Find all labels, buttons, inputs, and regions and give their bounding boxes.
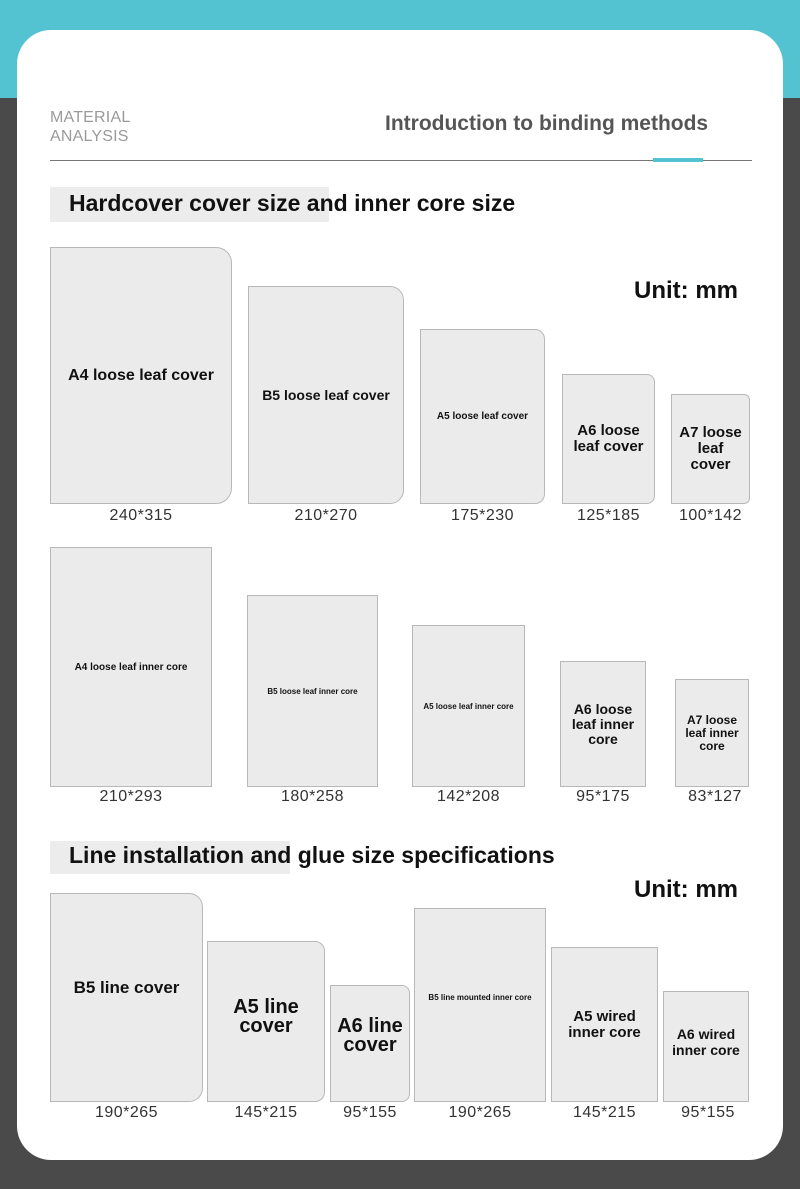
b5-cover-box [248, 286, 404, 504]
a5-cover-size: 175*230 [450, 507, 515, 524]
b5-cover-size: 210*270 [294, 507, 358, 524]
a5-line-cover-size: 145*215 [234, 1104, 298, 1121]
b5-core-label: B5 loose leaf inner core [267, 686, 358, 696]
a5-wired-core-label: A5 wired inner core [568, 1008, 641, 1041]
a6-wired-core-label: A6 wired inner core [672, 1026, 740, 1058]
material-analysis-label [50, 108, 130, 146]
unit-label-2: Unit: mm [634, 876, 738, 903]
b5-line-core-size: 190*265 [448, 1104, 512, 1121]
a5-core-size: 142*208 [436, 788, 501, 805]
a5-cover-box [420, 329, 545, 504]
a6-wired-core-box [663, 991, 749, 1102]
a5-line-cover-label: A5 line cover [233, 996, 299, 1037]
a7-cover-label: A7 loose leaf cover [679, 424, 742, 473]
a4-core-size: 210*293 [99, 788, 163, 805]
a5-core-label: A5 loose leaf inner core [423, 701, 514, 711]
b5-core-size: 180*258 [280, 788, 345, 805]
a5-line-cover-box [207, 941, 325, 1102]
a6-core-label: A6 loose leaf inner core [571, 700, 635, 747]
a5-wired-core-size: 145*215 [572, 1104, 637, 1121]
a6-core-size: 95*175 [576, 788, 630, 805]
analysis-label: ANALYSIS [50, 128, 129, 145]
material-label: MATERIAL [50, 109, 131, 126]
b5-line-core-box [414, 908, 546, 1102]
a6-cover-label: A6 loose leaf cover [573, 422, 644, 455]
a4-cover-label: A4 loose leaf cover [68, 366, 214, 384]
a5-core-box [412, 625, 525, 787]
page-title: Introduction to binding methods [385, 112, 709, 135]
a7-core-size: 83*127 [688, 788, 742, 805]
a4-cover-box [50, 247, 232, 504]
b5-core-box [247, 595, 378, 787]
a6-line-cover-box [330, 985, 410, 1102]
a4-cover-size: 240*315 [109, 507, 173, 524]
section-title-line-glue: Line installation and glue size specifications [69, 842, 555, 868]
a6-core-box [560, 661, 646, 787]
b5-line-cover-size: 190*265 [94, 1104, 159, 1121]
a5-cover-label: A5 loose leaf cover [436, 411, 529, 422]
section-title-hardcover: Hardcover cover size and inner core size [69, 190, 516, 216]
a7-core-box [675, 679, 749, 787]
a6-cover-size: 125*185 [576, 507, 641, 524]
a7-cover-size: 100*142 [678, 507, 743, 524]
b5-line-cover-label: B5 line cover [73, 978, 180, 997]
header-divider [50, 160, 752, 161]
a6-line-cover-size: 95*155 [343, 1104, 397, 1121]
unit-label: Unit: mm [634, 277, 738, 304]
a4-core-label: A4 loose leaf inner core [74, 661, 188, 673]
a6-wired-core-size: 95*155 [681, 1104, 735, 1121]
a5-wired-core-box [551, 947, 658, 1102]
a4-core-box [50, 547, 212, 787]
a6-line-cover-label: A6 line cover [337, 1015, 403, 1056]
a7-core-label: A7 loose leaf inner core [685, 712, 739, 753]
b5-line-cover-box [50, 893, 203, 1102]
a7-cover-box [671, 394, 750, 504]
b5-cover-label: B5 loose leaf cover [262, 387, 390, 403]
b5-line-core-label: B5 line mounted inner core [428, 993, 532, 1002]
header-accent-bar [653, 158, 703, 162]
a6-cover-box [562, 374, 655, 504]
